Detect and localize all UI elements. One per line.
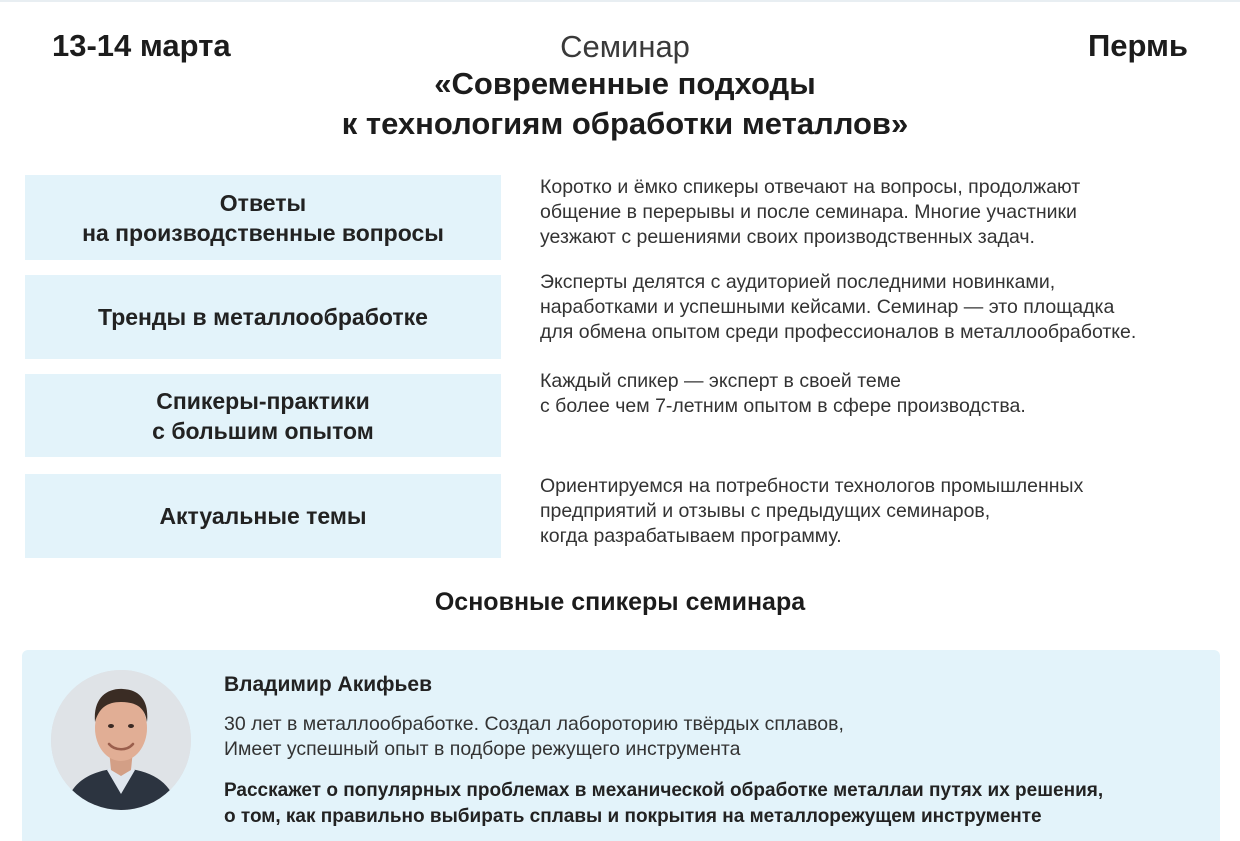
speaker-bio-line: 30 лет в металлообработке. Создал лабороторию твёрдых сплавов, [224, 713, 844, 735]
description-line: когда разрабатываем программу. [540, 525, 842, 547]
description-line: для обмена опытом среди профессионалов в металлообработке. [540, 321, 1137, 343]
speaker-avatar [51, 670, 191, 810]
event-city: Пермь [1087, 28, 1188, 63]
feature-label: с большим опытом [152, 417, 374, 444]
top-divider [0, 0, 1240, 2]
description-line: Эксперты делятся с аудиторией последними новинками, [540, 271, 1056, 293]
feature-box-answers [25, 175, 501, 260]
feature-box-topics [25, 474, 501, 558]
description-line: с более чем 7-летним опытом в сфере производства. [540, 395, 1026, 417]
feature-label: Ответы [219, 189, 307, 216]
feature-label: Актуальные темы [159, 503, 367, 529]
speaker-name: Владимир Акифьев [224, 673, 432, 696]
feature-box-trends [25, 275, 501, 359]
description-line: Ориентируемся на потребности технологов промышленных [540, 475, 1084, 497]
feature-box-speakers [25, 374, 501, 457]
feature-description-trends [540, 270, 1220, 345]
speakers-heading: Основные спикеры семинара [434, 588, 806, 616]
description-line: Коротко и ёмко спикеры отвечают на вопросы, продолжают [540, 176, 1081, 198]
speaker-bio-line: Имеет успешный опыт в подборе режущего инструмента [224, 738, 741, 760]
speaker-topic-line: о том, как правильно выбирать сплавы и покрытия на металлорежущем инструменте [224, 806, 1042, 827]
event-type: Семинар [560, 29, 690, 64]
description-line: общение в перерывы и после семинара. Многие участники [540, 201, 1077, 223]
seminar-title-line: к технологиям обработки металлов» [341, 106, 909, 141]
description-line: Каждый спикер — эксперт в своей теме [540, 370, 902, 392]
speaker-card [22, 650, 1220, 841]
feature-description-answers [540, 175, 1220, 250]
feature-label: на производственные вопросы [82, 219, 444, 246]
feature-description-speakers [540, 369, 1220, 419]
speaker-talk-topic [224, 778, 1103, 830]
feature-description-topics [540, 474, 1220, 549]
seminar-title-line: «Современные подходы [434, 66, 816, 101]
feature-label: Спикеры-практики [156, 387, 370, 414]
speaker-bio [224, 712, 844, 762]
description-line: предприятий и отзывы с предыдущих семинаров, [540, 500, 991, 522]
description-line: уезжают с решениями своих производственных задач. [540, 226, 1035, 248]
speaker-topic-line: Расскажет о популярных проблемах в механической обработке металлаи путях их решения, [224, 780, 1104, 801]
feature-label: Тренды в металлообработке [98, 304, 428, 330]
description-line: наработками и успешными кейсами. Семинар — это площадка [540, 296, 1115, 318]
person-photo-icon [51, 670, 191, 810]
seminar-title [0, 64, 1240, 144]
event-date: 13-14 марта [52, 28, 231, 63]
